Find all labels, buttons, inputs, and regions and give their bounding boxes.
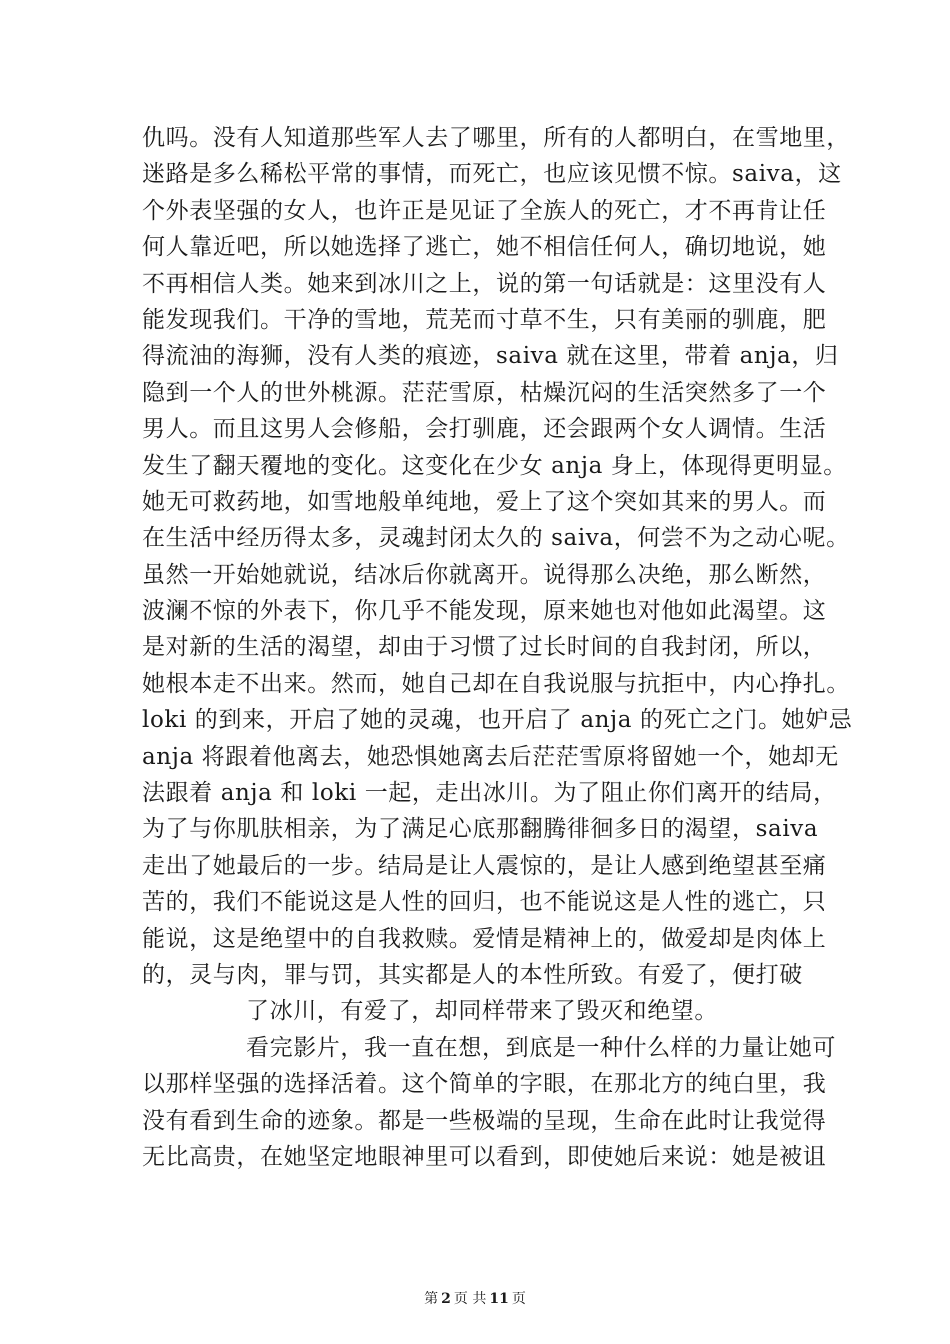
text-line: 发生了翻天覆地的变化。这变化在少女 anja 身上，体现得更明显。 [142,452,847,479]
text-line: 了冰川，有爱了，却同样带来了毁灭和绝望。 [246,998,718,1025]
paragraph-2 [142,993,818,1029]
text-line: loki 的到来，开启了她的灵魂，也开启了 anja 的死亡之门。她妒忌 [142,707,853,734]
text-line: 个外表坚强的女人，也许正是见证了全族人的死亡，才不再肯让任 [142,197,827,224]
current-page-number: 2 [441,1291,451,1307]
text-line: 是对新的生活的渴望，却由于习惯了过长时间的自我封闭，所以， [142,634,827,661]
text-line: 不再相信人类。她来到冰川之上，说的第一句话就是：这里没有人 [142,270,827,297]
footer-suffix: 页 [511,1291,526,1307]
text-line: 没有看到生命的迹象。都是一些极端的呈现，生命在此时让我觉得 [142,1107,827,1134]
text-line: 得流油的海狮，没有人类的痕迹，saiva 就在这里，带着 anja，归 [142,343,839,370]
text-line: 男人。而且这男人会修船，会打驯鹿，还会跟两个女人调情。生活 [142,416,827,443]
text-line: 虽然一开始她就说，结冰后你就离开。说得那么决绝，那么断然， [142,561,827,588]
text-line: 她根本走不出来。然而，她自己却在自我说服与抗拒中，内心挣扎。 [142,670,850,697]
paragraph-1 [142,120,853,993]
body-text [142,120,853,1175]
text-line: 波澜不惊的外表下，你几乎不能发现，原来她也对他如此渴望。这 [142,598,827,625]
footer-middle: 页 共 [453,1291,487,1307]
text-line: 法跟着 anja 和 loki 一起，走出冰川。为了阻止你们离开的结局， [142,780,837,807]
page-footer [0,1288,950,1308]
text-line: 的，灵与肉，罪与罚，其实都是人的本性所致。有爱了，便打破 [142,961,803,988]
text-line: 隐到一个人的世外桃源。茫茫雪原，枯燥沉闷的生活突然多了一个 [142,379,827,406]
text-line: anja 将跟着他离去，她恐惧她离去后茫茫雪原将留她一个，她却无 [142,743,839,770]
text-line: 她无可救药地，如雪地般单纯地，爱上了这个突如其来的男人。而 [142,488,827,515]
total-pages-number: 11 [489,1291,509,1307]
text-line: 以那样坚强的选择活着。这个简单的字眼，在那北方的纯白里，我 [142,1071,827,1098]
text-line: 迷路是多么稀松平常的事情，而死亡，也应该见惯不惊。saiva，这 [142,161,842,188]
text-line: 看完影片，我一直在想，到底是一种什么样的力量让她可 [246,1034,836,1061]
paragraph-3 [142,1030,836,1176]
text-line: 能说，这是绝望中的自我救赎。爱情是精神上的，做爱却是肉体上 [142,925,827,952]
text-line: 仇吗。没有人知道那些军人去了哪里，所有的人都明白，在雪地里， [142,125,850,151]
text-line: 在生活中经历得太多，灵魂封闭太久的 saiva，何尝不为之动心呢。 [142,525,850,552]
footer-prefix: 第 [424,1291,439,1307]
text-line: 苦的，我们不能说这是人性的回归，也不能说这是人性的逃亡，只 [142,889,827,916]
text-line: 能发现我们。干净的雪地，荒芜而寸草不生，只有美丽的驯鹿，肥 [142,306,827,333]
text-line: 走出了她最后的一步。结局是让人震惊的，是让人感到绝望甚至痛 [142,852,827,879]
text-line: 无比高贵，在她坚定地眼神里可以看到，即使她后来说：她是被诅 [142,1143,827,1170]
text-line: 何人靠近吧，所以她选择了逃亡，她不相信任何人，确切地说，她 [142,234,827,261]
text-line: 为了与你肌肤相亲，为了满足心底那翻腾徘徊多日的渴望，saiva [142,816,819,843]
